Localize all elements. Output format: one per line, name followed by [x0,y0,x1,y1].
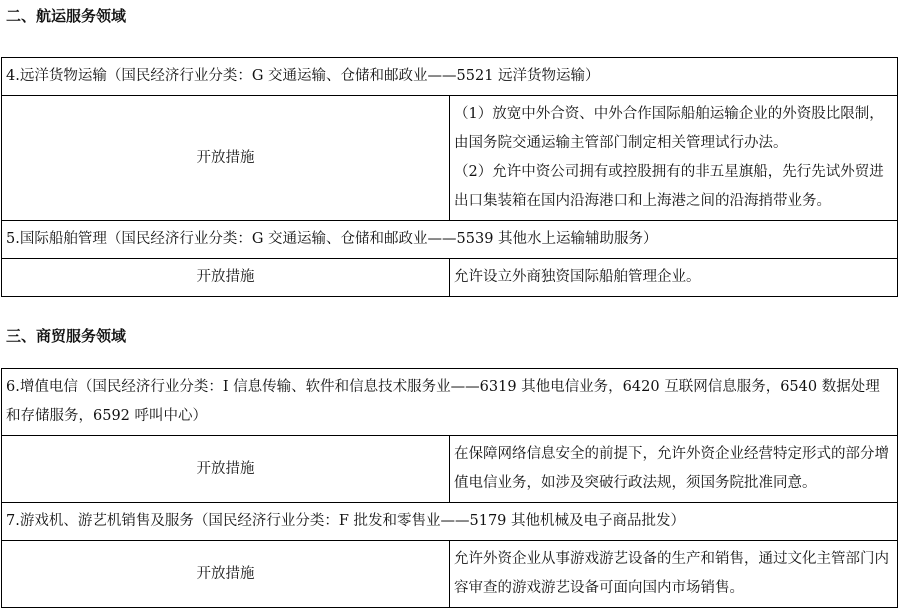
table-row [2,369,898,436]
category-ocean-freight: 4.远洋货物运输（国民经济行业分类：G 交通运输、仓储和邮政业——5521 远洋货物运输） [2,58,898,96]
measure-text: 允许外资企业从事游戏游艺设备的生产和销售，通过文化主管部门内容审查的游戏游艺设备可面向国内市场销售。 [454,551,889,596]
table-row [2,259,898,297]
measure-text: （2）允许中资公司拥有或控股拥有的非五星旗船，先行先试外贸进出口集装箱在国内沿海港口和上海港之间的沿海捎带业务。 [454,164,884,209]
section-title-trade: 三、商贸服务领域 [6,327,127,345]
measure-content [450,96,898,221]
policy-table-trade [1,368,898,608]
category-value-added-telecom: 6.增值电信（国民经济行业分类：I 信息传输、软件和信息技术服务业——6319 其他电信业务，6420 互联网信息服务，6540 数据处理和存储服务，6592 呼叫中心） [2,369,898,436]
measure-content [450,259,898,297]
section-title-shipping: 二、航运服务领域 [6,7,127,25]
measure-content [450,541,898,608]
measure-content [450,436,898,503]
measure-label: 开放措施 [2,541,450,608]
measure-label: 开放措施 [2,96,450,221]
category-ship-management: 5.国际船舶管理（国民经济行业分类：G 交通运输、仓储和邮政业——5539 其他水上运输辅助服务） [2,221,898,259]
table-row [2,221,898,259]
measure-text: 允许设立外商独资国际船舶管理企业。 [454,269,701,285]
table-row [2,96,898,221]
measure-text: （1）放宽中外合资、中外合作国际船舶运输企业的外资股比限制，由国务院交通运输主管部门制定相关管理试行办法。 [454,106,884,151]
category-game-machines: 7.游戏机、游艺机销售及服务（国民经济行业分类：F 批发和零售业——5179 其他机械及电子商品批发） [2,503,898,541]
table-row [2,436,898,503]
measure-label: 开放措施 [2,259,450,297]
table-row [2,58,898,96]
policy-table-shipping [1,57,898,297]
table-row [2,541,898,608]
measure-text: 在保障网络信息安全的前提下，允许外资企业经营特定形式的部分增值电信业务，如涉及突破行政法规，须国务院批准同意。 [454,446,889,491]
table-row [2,503,898,541]
measure-label: 开放措施 [2,436,450,503]
